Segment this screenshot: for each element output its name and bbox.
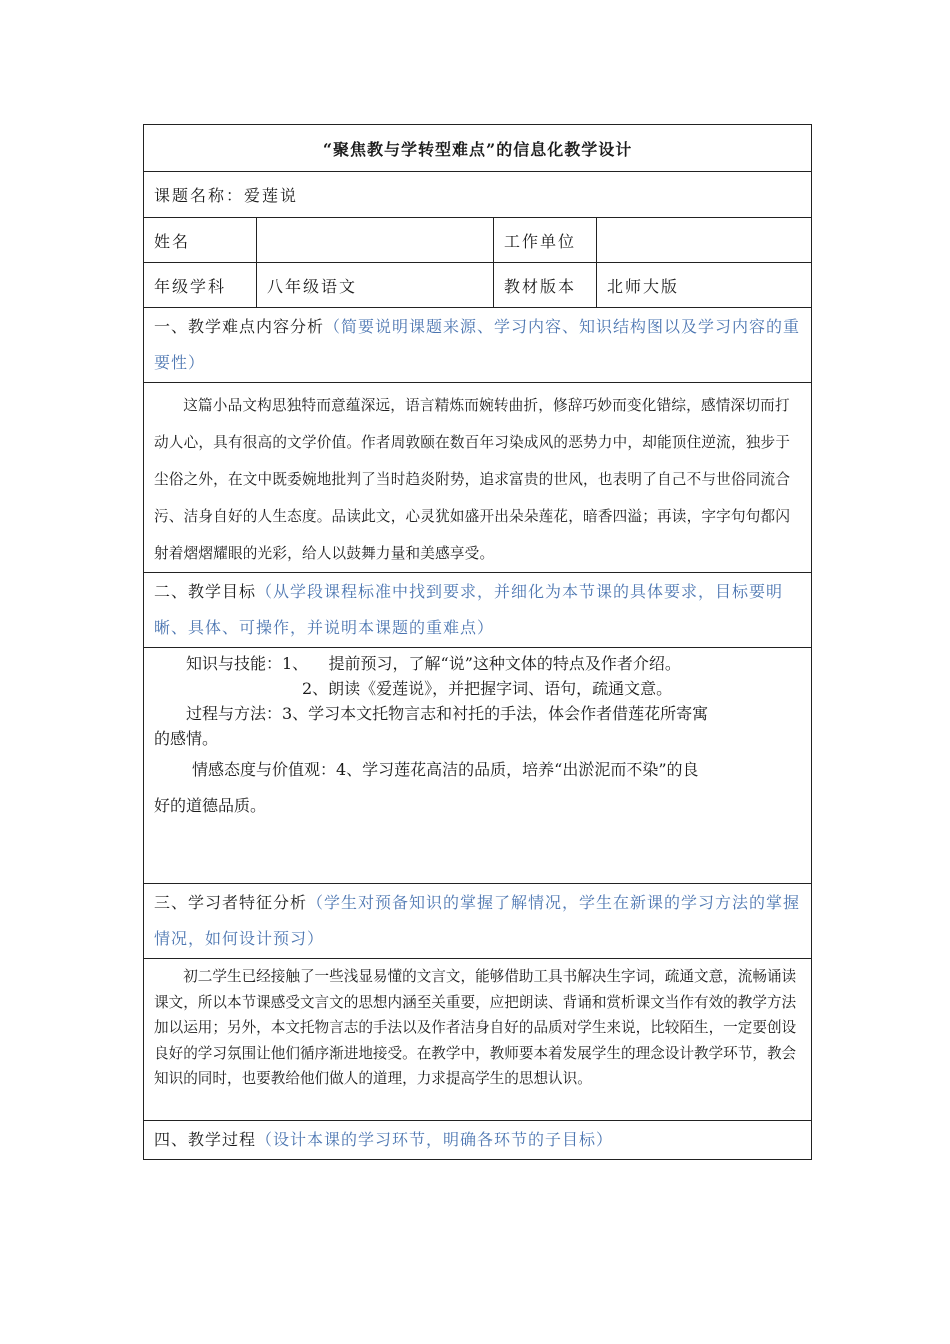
objective-line-4: 的感情。 — [154, 729, 219, 748]
section1-title: 一、教学难点内容分析 — [154, 317, 325, 336]
section1-body-row — [144, 383, 812, 573]
course-name-value: 爱莲说 — [244, 186, 299, 205]
objective-line-1: 知识与技能：1、 提前预习，了解“说”这种文体的特点及作者介绍。 — [186, 654, 681, 673]
objective-line-5: 情感态度与价值观：4、学习莲花高洁的品质，培养“出淤泥而不染”的良 — [192, 760, 699, 779]
name-value[interactable] — [257, 218, 494, 263]
name-row — [144, 218, 812, 263]
course-row — [144, 172, 812, 218]
section2-hint: （从学段课程标准中找到要求，并细化为本节课的具体要求，目标要明晰、具体、可操作，并说明本课题的重难点） — [154, 582, 784, 637]
lesson-design-table — [143, 124, 812, 1160]
section3-hint: （学生对预备知识的掌握了解情况，学生在新课的学习方法的掌握情况，如何设计预习） — [154, 893, 801, 948]
objective-line-3: 过程与方法：3、学习本文托物言志和衬托的手法，体会作者借莲花所寄寓 — [186, 704, 709, 723]
course-name-cell — [144, 172, 812, 218]
course-name-label: 课题名称： — [154, 186, 245, 205]
section3-heading — [144, 884, 812, 959]
section2-heading — [144, 573, 812, 648]
section4-title: 四、教学过程 — [154, 1130, 257, 1149]
section1-heading — [144, 308, 812, 383]
section4-heading-row — [144, 1121, 812, 1160]
title-row — [144, 125, 812, 172]
section2-body — [144, 648, 812, 884]
section3-title: 三、学习者特征分析 — [154, 893, 308, 912]
name-label: 姓名 — [144, 218, 257, 263]
section3-body: 初二学生已经接触了一些浅显易懂的文言文，能够借助工具书解决生字词，疏通文意，流畅诵读课文，所以本节课感受文言文的思想内涵至关重要，应把朗读、背诵和赏析课文当作有效的教学方法加以运用；另外，本文托物言志的手法以及作者洁身自好的品质对学生来说，比较陌生，一定要创设良好的学习氛围让他们循序渐进地接受。在教学中，教师要本着发展学生的理念设计教学环节，教会知识的同时，也要教给他们做人的道理，力求提高学生的思想认识。 — [144, 959, 812, 1121]
textbook-edition-label: 教材版本 — [494, 263, 597, 308]
section3-body-row — [144, 959, 812, 1121]
section2-body-row — [144, 648, 812, 884]
section3-heading-row — [144, 884, 812, 959]
objective-line-6: 好的道德品质。 — [154, 796, 267, 815]
grade-row — [144, 263, 812, 308]
work-unit-value[interactable] — [597, 218, 812, 263]
grade-subject-value: 八年级语文 — [257, 263, 494, 308]
lesson-design-document — [143, 124, 811, 1160]
section4-heading — [144, 1121, 812, 1160]
section1-heading-row — [144, 308, 812, 383]
work-unit-label: 工作单位 — [494, 218, 597, 263]
objective-line-2: 2、朗读《爱莲说》，并把握字词、语句，疏通文意。 — [302, 679, 673, 698]
section1-hint: （简要说明课题来源、学习内容、知识结构图以及学习内容的重要性） — [154, 317, 801, 372]
section2-heading-row — [144, 573, 812, 648]
section2-title: 二、教学目标 — [154, 582, 257, 601]
document-title: “聚焦教与学转型难点”的信息化教学设计 — [144, 125, 812, 172]
textbook-edition-value: 北师大版 — [597, 263, 812, 308]
section1-body: 这篇小品文构思独特而意蕴深远，语言精炼而婉转曲折，修辞巧妙而变化错综，感情深切而打动人心，具有很高的文学价值。作者周敦颐在数百年习染成风的恶势力中，却能顶住逆流，独步于尘俗之外，在文中既委婉地批判了当时趋炎附势，追求富贵的世风，也表明了自己不与世俗同流合污、洁身自好的人生态度。品读此文，心灵犹如盛开出朵朵莲花，暗香四溢；再读，字字句句都闪射着熠熠耀眼的光彩，给人以鼓舞力量和美感享受。 — [144, 383, 812, 573]
grade-subject-label: 年级学科 — [144, 263, 257, 308]
section4-hint: （设计本课的学习环节，明确各环节的子目标） — [256, 1130, 614, 1149]
